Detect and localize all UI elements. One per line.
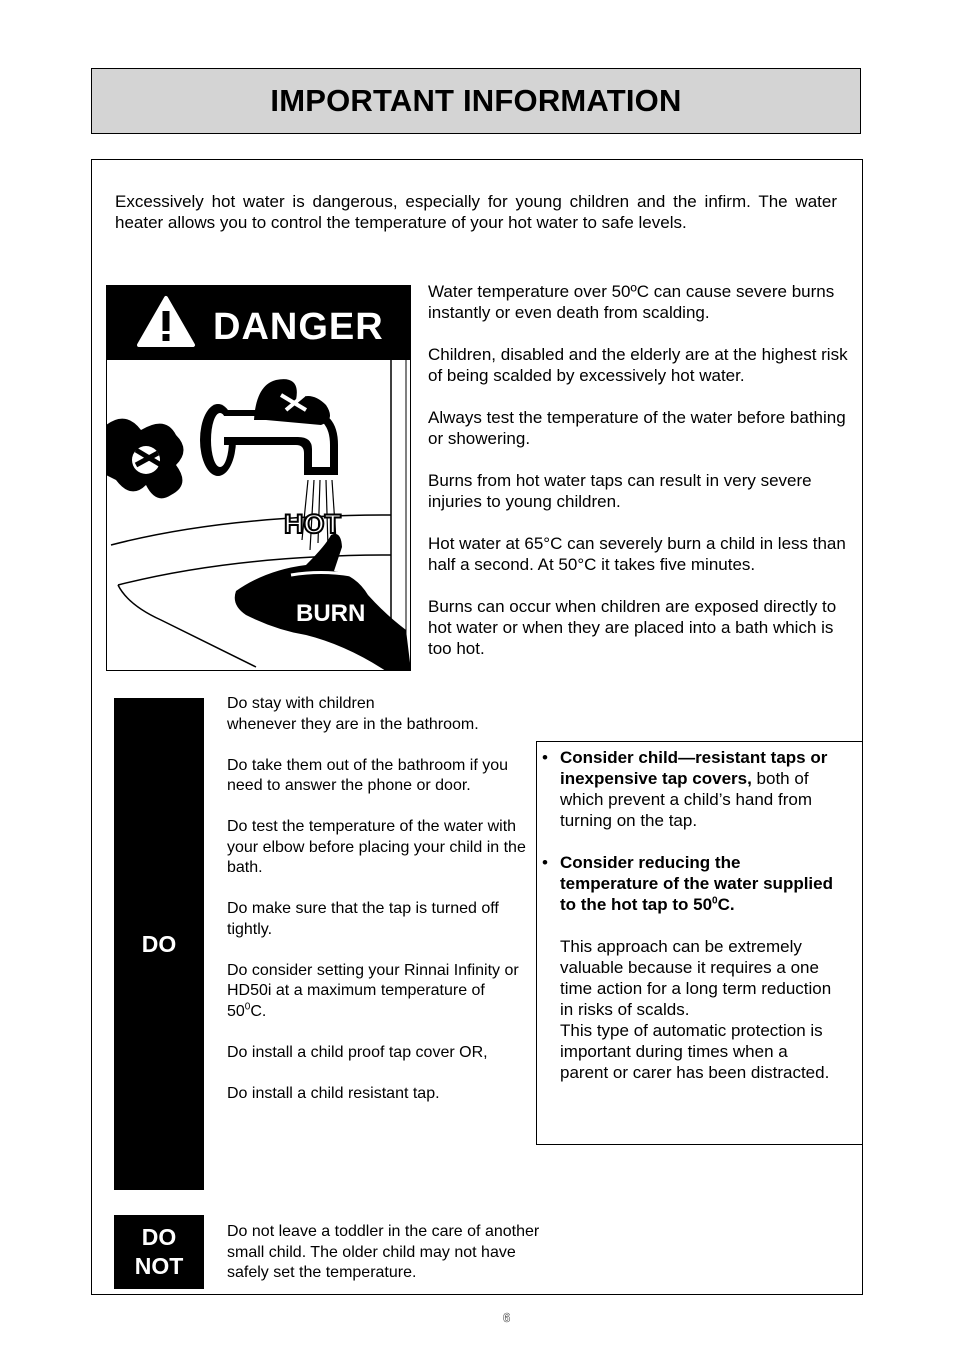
- page-number: 6: [503, 1310, 511, 1325]
- do-item: Do test the temperature of the water with your elbow before placing your child in the bath.: [227, 818, 526, 876]
- danger-sign-illustration: [106, 285, 411, 671]
- fact-paragraph: Children, disabled and the elderly are at the highest risk of being scalded by excessively hot water.: [428, 345, 848, 385]
- fact-paragraph: Burns can occur when children are exposed directly to hot water or when they are placed into a bath which is too hot.: [428, 597, 837, 658]
- do-not-label: DO NOT: [114, 1215, 204, 1289]
- do-list: [227, 694, 527, 1125]
- burn-label: BURN: [296, 600, 366, 627]
- intro-paragraph: Excessively hot water is dangerous, especially for young children and the infirm. The water heater allows you to control the temperature of your hot water to safe levels.: [115, 192, 837, 232]
- do-item: Do take them out of the bathroom if you need to answer the phone or door.: [227, 756, 509, 794]
- page-title: IMPORTANT INFORMATION: [270, 83, 682, 118]
- do-item: Do consider setting your Rinnai Infinity or HD50i at a maximum temperature of $50^0C$.: [227, 961, 519, 1020]
- hot-label: HOT: [284, 509, 341, 539]
- bullet-icon: •: [542, 853, 548, 872]
- facts-column: [428, 281, 848, 680]
- consider-item: • Consider child—resistant taps or inexpensive tap covers, both of which prevent a child’s hand from turning on the tap.: [542, 748, 828, 830]
- do-label: DO: [114, 698, 204, 1190]
- title-banner: [91, 68, 861, 134]
- do-not-text: Do not leave a toddler in the care of another small child. The older child may not have safely set the temperature.: [227, 1223, 540, 1281]
- consider-item: • Consider reducing the temperature of the water supplied to the hot tap to $50^0C$.: [542, 853, 833, 914]
- do-item: Do install a child proof tap cover OR,: [227, 1043, 488, 1061]
- do-item: Do install a child resistant tap.: [227, 1084, 440, 1102]
- do-item: Do make sure that the tap is turned off tightly.: [227, 900, 499, 938]
- fact-paragraph: Burns from hot water taps can result in very severe injuries to young children.: [428, 471, 812, 511]
- danger-heading: DANGER: [213, 306, 384, 348]
- do-item: Do stay with children whenever they are in the bathroom.: [227, 695, 479, 733]
- consider-detail: This approach can be extremely valuable because it requires a one time action for a long term reduction in risks of scalds. This type of automatic protection is important during times when a parent or carer has been distracted.: [560, 937, 832, 1082]
- bullet-icon: •: [542, 748, 548, 767]
- consider-list: [540, 747, 840, 1083]
- fact-paragraph: Water temperature over 50ºC can cause severe burns instantly or even death from scalding.: [428, 282, 835, 322]
- fact-paragraph: Hot water at 65°C can severely burn a child in less than half a second. At 50°C it takes five minutes.: [428, 534, 846, 574]
- fact-paragraph: Always test the temperature of the water before bathing or showering.: [428, 408, 846, 448]
